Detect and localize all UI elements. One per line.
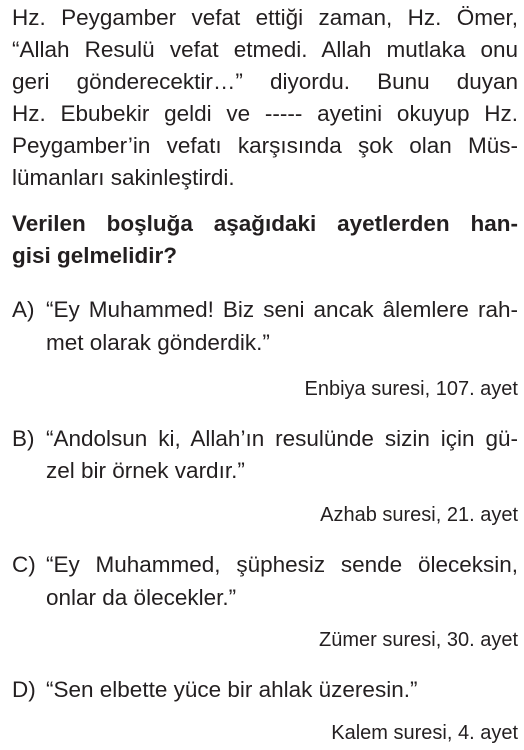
option-c-source: Zümer suresi, 30. ayet [319, 629, 518, 651]
option-c-text[interactable]: “Ey Muhammed, şüphesiz sende öleceksin, [46, 552, 518, 577]
passage-line: Peygamber’in vefatı karşısında şok olan Müs- [12, 133, 518, 158]
option-d-source: Kalem suresi, 4. ayet [331, 722, 518, 744]
passage-line: Hz. Peygamber vefat ettiği zaman, Hz. Ömer, [12, 5, 518, 30]
question-stem-line: Verilen boşluğa aşağıdaki ayetlerden han- [12, 211, 518, 236]
option-a-source: Enbiya suresi, 107. ayet [304, 378, 518, 400]
option-a-text[interactable]: “Ey Muhammed! Biz seni ancak âlemlere rah- [46, 297, 518, 322]
passage-line: lümanları sakinleştirdi. [12, 165, 235, 190]
question-stem-line: gisi gelmelidir? [12, 243, 178, 268]
option-c-letter[interactable]: C) [12, 552, 36, 577]
option-d-text[interactable]: “Sen elbette yüce bir ahlak üzeresin.” [46, 677, 418, 702]
option-b-source: Azhab suresi, 21. ayet [320, 504, 518, 526]
option-b-text[interactable]: zel bir örnek vardır.” [46, 458, 245, 483]
passage-line: Hz. Ebubekir geldi ve ----- ayetini okuyup Hz. [12, 101, 518, 126]
option-b-text[interactable]: “Andolsun ki, Allah’ın resulünde sizin için gü- [46, 426, 518, 451]
option-a-letter[interactable]: A) [12, 297, 35, 322]
option-c-text[interactable]: onlar da ölecekler.” [46, 585, 237, 610]
passage-line: “Allah Resulü vefat etmedi. Allah mutlaka onu [12, 37, 518, 62]
passage-line: geri gönderecektir…” diyordu. Bunu duyan [12, 69, 518, 94]
option-a-text[interactable]: met olarak gönderdik.” [46, 330, 270, 355]
option-b-letter[interactable]: B) [12, 426, 35, 451]
option-d-letter[interactable]: D) [12, 677, 36, 702]
